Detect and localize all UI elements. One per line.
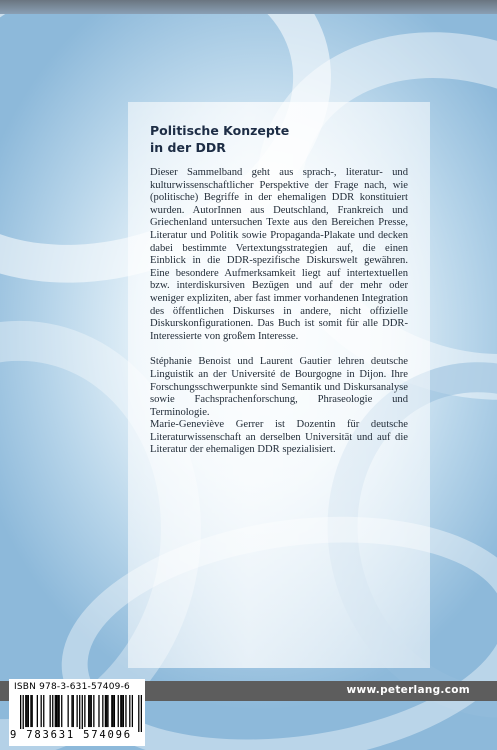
barcode-bar: [28, 695, 29, 727]
title-line-1: Politische Konzepte: [150, 123, 290, 138]
barcode-bar: [71, 695, 72, 727]
barcode-bar: [20, 695, 21, 732]
barcode-bar: [32, 695, 33, 727]
publisher-url-link[interactable]: www.peterlang.com: [346, 684, 470, 696]
barcode-bar: [105, 695, 106, 727]
barcode-bar: [129, 695, 130, 727]
barcode-bar: [77, 695, 78, 727]
barcode-bar: [26, 695, 27, 727]
barcode-bar: [52, 695, 53, 727]
barcode-bar: [59, 695, 60, 727]
barcode-bar: [30, 695, 31, 727]
barcode-bar: [79, 695, 80, 732]
barcode-bar: [114, 695, 115, 727]
book-title: [150, 122, 450, 156]
barcode-bar: [91, 695, 92, 727]
barcode-bar: [56, 695, 57, 727]
barcode-box: [9, 679, 145, 746]
barcode-bar: [125, 695, 126, 727]
barcode-bar: [50, 695, 51, 727]
barcode-bar: [121, 695, 122, 727]
barcode-bar: [88, 695, 89, 727]
barcode-bar: [123, 695, 124, 727]
barcode-bar: [111, 695, 112, 727]
barcode-bar: [118, 695, 119, 727]
barcode-bar: [107, 695, 108, 727]
barcode-bar: [61, 695, 62, 727]
barcode-bar: [23, 695, 24, 732]
barcode-bar: [89, 695, 90, 727]
title-line-2: in der DDR: [150, 140, 226, 155]
blurb-paragraph-authors: Stéphanie Benoist und Laurent Gautier lehren deutsche Linguistik an der Université de Bourgogne in Dijon. Ihre Forschungsschwerpunkte sind Semantik und Diskursanalyse sowie Fachsprachenforschung, Phraseologie und Terminologie.: [150, 356, 408, 418]
barcode-bar: [41, 695, 42, 727]
barcode-bar: [102, 695, 103, 727]
blurb-paragraph-author-gerrer: Marie-Geneviève Gerrer ist Dozentin für deutsche Literaturwissenschaft an derselben Universität und auf die Literatur der ehemaligen DDR spezialisiert.: [150, 419, 408, 456]
barcode-bar: [141, 695, 142, 732]
barcode-bar: [68, 695, 69, 727]
barcode-bar: [120, 695, 121, 727]
barcode-bar: [37, 695, 38, 727]
blurb: [150, 167, 408, 457]
barcode-bar: [82, 695, 83, 732]
barcode-bar: [138, 695, 139, 732]
barcode-bar: [43, 695, 44, 727]
barcode-bars-icon: [20, 695, 142, 732]
barcode-bar: [106, 695, 107, 727]
blurb-paragraph-description: Dieser Sammelband geht aus sprach-, literatur- und kulturwissenschaftlicher Perspektive der Frage nach, wie (politische) Begriffe in der ehemaligen DDR konstituiert wurden. AutorInnen aus Deutschland, Frankreich und Griechenland untersuchen Texte aus den Bereichen Presse, Literatur und Politik sowie Propaganda-Plakate und decken dabei bestimmte Vertextungsstrategien auf, die einen Einblick in die DDR-spezifische Diskurswelt gewähren. Eine besondere Aufmerksamkeit liegt auf intertextuellen bzw. interdiskursiven Bezügen und auf der mehr oder weniger expliziten, aber fast immer vorhandenen Integration des öffentlichen Diskurses in andere, nicht offizielle Diskurskonfigurationen. Das Buch ist somit für alle DDR-Interessierte von großem Interesse.: [150, 167, 408, 342]
barcode-bar: [57, 695, 58, 727]
barcode-bar: [73, 695, 74, 727]
barcode-bar: [25, 695, 26, 727]
barcode-bar: [93, 695, 94, 727]
barcode-digits: 9 783631 574096: [10, 729, 132, 741]
barcode-bar: [55, 695, 56, 727]
barcode-bar: [112, 695, 113, 727]
barcode-bar: [84, 695, 85, 727]
barcode-bar: [132, 695, 133, 727]
top-band: [0, 0, 497, 14]
isbn-label: ISBN 978-3-631-57409-6: [14, 682, 130, 692]
barcode-bar: [98, 695, 99, 727]
